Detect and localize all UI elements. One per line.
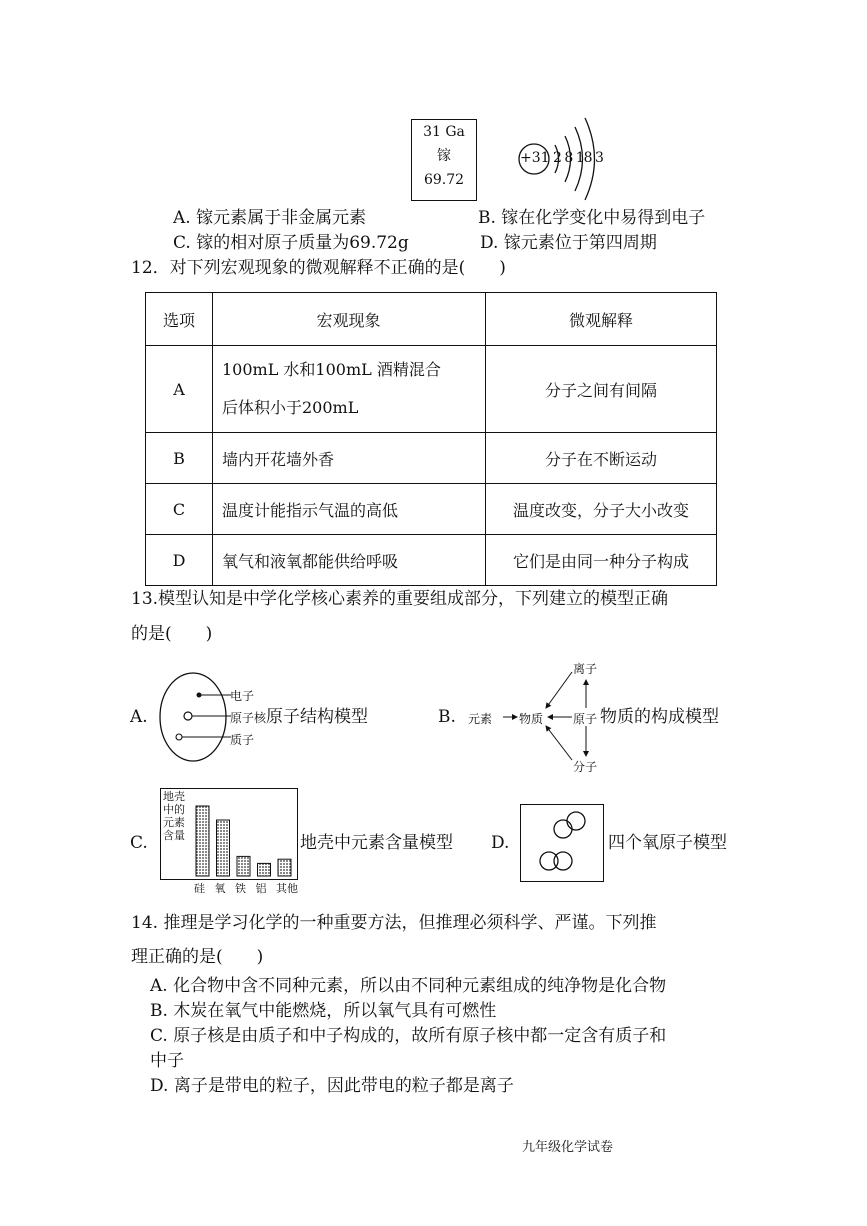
row-micro: 它们是由同一种分子构成 — [486, 535, 717, 586]
q13-stem-line2: 的是( ) — [131, 624, 213, 644]
row-option: D — [146, 535, 213, 586]
header-option: 选项 — [146, 293, 213, 346]
q13-option-c-letter: C. — [130, 833, 148, 853]
substance-composition-arrows — [490, 660, 600, 775]
label-substance: 物质 — [519, 712, 544, 726]
table-row — [146, 484, 717, 535]
bar-2 — [237, 856, 250, 876]
bar-3 — [258, 863, 271, 876]
row-macro: 氧气和液氧都能供给呼吸 — [213, 535, 486, 586]
bar-4 — [278, 859, 291, 876]
row-micro: 温度改变，分子大小改变 — [486, 484, 717, 535]
chart-ylabel-line2: 中的 — [163, 803, 185, 816]
table-header-row — [146, 293, 717, 346]
q13-option-b-letter: B. — [438, 707, 456, 727]
label-molecule: 分子 — [573, 760, 598, 774]
table-row — [146, 535, 717, 586]
q13-option-d-letter: D. — [491, 833, 510, 853]
chart-ylabel-line4: 含量 — [163, 829, 185, 842]
q13-option-a-letter: A. — [130, 707, 148, 727]
bar-label-4: 其他 — [276, 882, 298, 895]
q11-option-a: A. 镓元素属于非金属元素 — [173, 208, 367, 228]
q13-option-d-caption: 四个氧原子模型 — [608, 833, 727, 853]
bar-label-3: 铝 — [255, 882, 267, 895]
row-macro-line2: 后体积小于200mL — [222, 398, 359, 417]
label-electron: 电子 — [230, 689, 255, 703]
chart-ylabel-line1: 地壳 — [163, 790, 185, 803]
row-macro-line1: 100mL 水和100mL 酒精混合 — [222, 360, 441, 379]
bar-label-2: 铁 — [235, 882, 246, 895]
atom-nucleus-charge: +31 — [520, 150, 550, 166]
bar-0 — [196, 806, 209, 876]
row-macro: 墙内开花墙外香 — [213, 433, 486, 484]
bar-label-0: 硅 — [194, 882, 205, 895]
element-card-gallium — [411, 119, 477, 201]
header-macro: 宏观现象 — [213, 293, 486, 346]
element-name: 镓 — [437, 148, 451, 164]
table-row — [146, 346, 717, 433]
label-ion: 离子 — [573, 662, 598, 676]
q11-option-c: C. 镓的相对原子质量为69.72g — [173, 233, 409, 253]
oxygen-atoms-diagram — [520, 804, 604, 882]
chart-ylabel-line3: 元素 — [163, 816, 185, 829]
row-macro — [213, 346, 486, 433]
row-option: A — [146, 346, 213, 433]
q11-option-d: D. 镓元素位于第四周期 — [480, 233, 657, 253]
row-option: B — [146, 433, 213, 484]
q14-option-c-line1: C. 原子核是由质子和中子构成的，故所有原子核中都一定含有质子和 — [150, 1026, 667, 1046]
q13-option-a-caption: 原子结构模型 — [266, 707, 368, 727]
label-element: 元素 — [468, 712, 493, 726]
label-proton: 质子 — [230, 733, 255, 747]
atom-structure-model-diagram — [155, 668, 235, 768]
q12-table — [145, 292, 717, 586]
row-option: C — [146, 484, 213, 535]
q14-option-b: B. 木炭在氧气中能燃烧，所以氧气具有可燃性 — [150, 1001, 497, 1021]
bar-1 — [217, 820, 230, 876]
q14-stem-line2: 理正确的是( ) — [131, 947, 264, 967]
q14-option-d: D. 离子是带电的粒子，因此带电的粒子都是离子 — [150, 1076, 514, 1096]
crust-element-bar-chart — [160, 788, 297, 879]
q13-option-c-caption: 地壳中元素含量模型 — [300, 833, 453, 853]
element-number-symbol: 31 Ga — [423, 124, 465, 140]
row-micro: 分子之间有间隔 — [486, 346, 717, 433]
element-mass: 69.72 — [423, 172, 465, 188]
row-macro: 温度计能指示气温的高低 — [213, 484, 486, 535]
header-micro: 微观解释 — [486, 293, 717, 346]
q11-option-b: B. 镓在化学变化中易得到电子 — [478, 208, 706, 228]
table-row — [146, 433, 717, 484]
q14-option-c-line2: 中子 — [150, 1051, 184, 1071]
label-atom: 原子 — [573, 712, 598, 726]
q12-stem: 12．对下列宏观现象的微观解释不正确的是( ) — [131, 258, 506, 278]
bar-label-1: 氧 — [214, 882, 226, 895]
atom-shell-electrons: 2 8 18 3 — [553, 150, 603, 166]
q13-stem-line1: 13.模型认知是中学化学核心素养的重要组成部分，下列建立的模型正确 — [131, 589, 669, 609]
row-micro: 分子在不断运动 — [486, 433, 717, 484]
q13-option-b-caption: 物质的构成模型 — [600, 707, 719, 727]
page-footer: 九年级化学试卷 — [522, 1140, 614, 1155]
q14-option-a: A. 化合物中含不同种元素，所以由不同种元素组成的纯净物是化合物 — [150, 976, 667, 996]
label-nucleus: 原子核 — [230, 711, 267, 725]
q14-stem-line1: 14. 推理是学习化学的一种重要方法，但推理必须科学、严谨。下列推 — [131, 913, 657, 933]
